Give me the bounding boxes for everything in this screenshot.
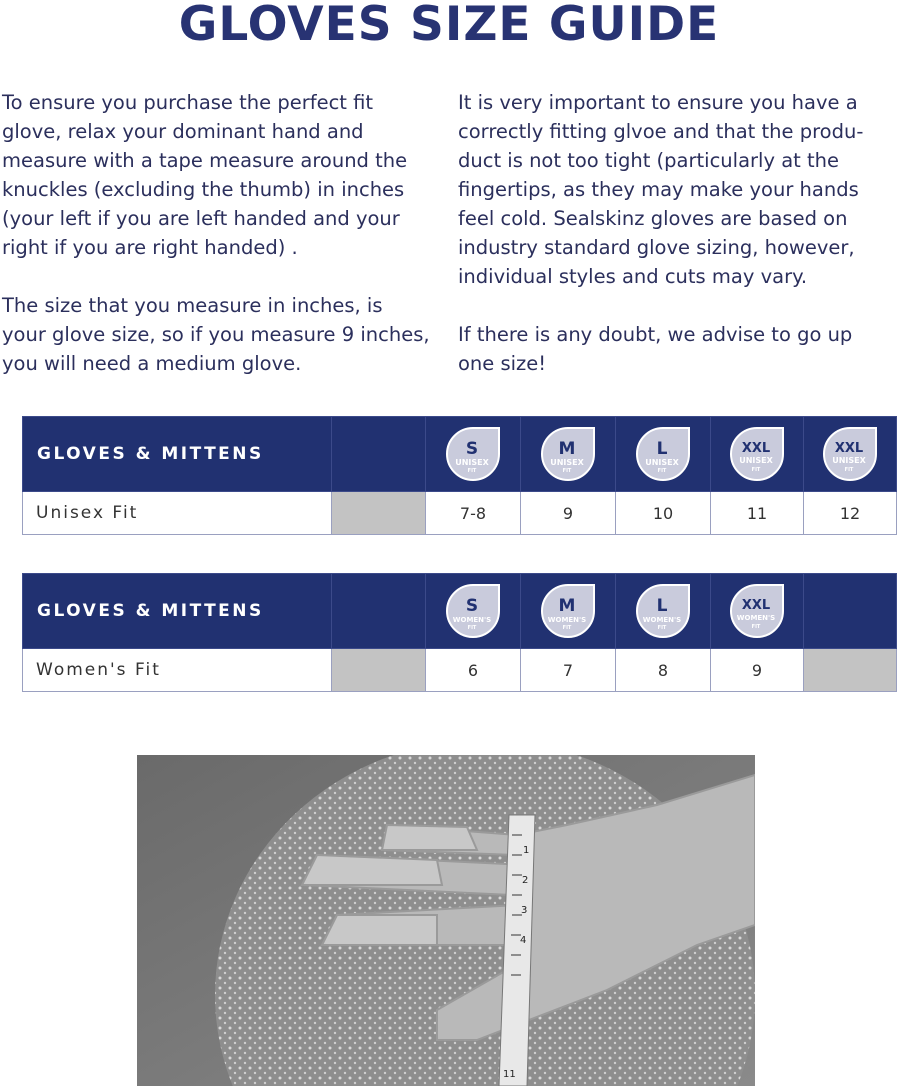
table-row xyxy=(23,492,897,535)
size-value-cell: 8 xyxy=(616,649,711,692)
intro-right-paragraph-2: If there is any doubt, we advise to go up one size! xyxy=(458,323,853,375)
size-badge-l-womens xyxy=(635,583,691,639)
size-badge-cell xyxy=(426,574,521,649)
table-header-row xyxy=(23,417,897,492)
badge-fit-text: WOMEN'S xyxy=(736,614,776,622)
tape-mark: 3 xyxy=(521,905,528,916)
badge-fit-text: UNISEX xyxy=(832,456,866,465)
blank-cell xyxy=(332,492,426,535)
page-title: GLOVES SIZE GUIDE xyxy=(178,0,720,52)
intro-right-paragraph-1: It is very important to ensure you have a correctly fitting glvoe and that the produ- duct is not too tight (particularly at the fingertips, as they may make your hands feel cold. Sealskinz gloves are based on industry standard glove sizing, however, individual styles and cuts may vary. xyxy=(458,91,864,288)
badge-fit-subtext: FIT xyxy=(562,468,572,474)
size-badge-cell xyxy=(521,417,616,492)
tape-mark: 4 xyxy=(520,935,527,946)
badge-size-text: XXL xyxy=(834,441,864,456)
badge-size-text: S xyxy=(465,439,479,459)
badge-size-text: S xyxy=(465,596,479,616)
badge-fit-subtext: FIT xyxy=(751,467,761,473)
womens-size-table xyxy=(22,573,897,692)
size-value-cell: 11 xyxy=(711,492,804,535)
size-badge-s-womens xyxy=(445,583,501,639)
hand-measurement-illustration xyxy=(137,755,755,1086)
size-badge-cell xyxy=(804,417,897,492)
intro-left-column xyxy=(2,88,432,407)
tape-mark: 2 xyxy=(522,875,529,886)
badge-fit-text: WOMEN'S xyxy=(547,616,587,624)
badge-fit-subtext: FIT xyxy=(562,625,572,631)
category-label: GLOVES & MITTENS xyxy=(23,574,332,649)
badge-fit-subtext: FIT xyxy=(657,468,667,474)
badge-fit-text: WOMEN'S xyxy=(642,616,682,624)
badge-fit-subtext: FIT xyxy=(751,624,761,630)
badge-fit-text: WOMEN'S xyxy=(452,616,492,624)
size-badge-cell xyxy=(711,417,804,492)
size-badge-cell xyxy=(521,574,616,649)
fit-label: Unisex Fit xyxy=(23,492,332,535)
size-badge-m-unisex xyxy=(540,426,596,482)
size-value-cell: 7-8 xyxy=(426,492,521,535)
table-row xyxy=(23,649,897,692)
header-spacer-cell xyxy=(804,574,897,649)
badge-size-text: M xyxy=(558,596,576,616)
intro-right-column xyxy=(458,88,890,407)
size-badge-s-unisex xyxy=(445,426,501,482)
badge-size-text: XXL xyxy=(741,441,771,456)
size-value-cell: 9 xyxy=(711,649,804,692)
table-header-row xyxy=(23,574,897,649)
unisex-size-table xyxy=(22,416,897,535)
badge-fit-text: UNISEX xyxy=(550,458,584,467)
size-value-cell: 6 xyxy=(426,649,521,692)
badge-fit-subtext: FIT xyxy=(657,625,667,631)
badge-size-text: XXL xyxy=(741,598,771,613)
badge-fit-text: UNISEX xyxy=(455,458,489,467)
size-badge-cell xyxy=(616,574,711,649)
badge-fit-text: UNISEX xyxy=(645,458,679,467)
size-value-cell: 9 xyxy=(521,492,616,535)
size-badge-xxl-womens xyxy=(729,583,785,639)
badge-fit-text: UNISEX xyxy=(739,456,773,465)
intro-left-paragraph-2: The size that you measure in inches, is your glove size, so if you measure 9 inches, you will need a medium glove. xyxy=(2,294,430,375)
badge-size-text: L xyxy=(656,439,668,459)
size-badge-l-unisex xyxy=(635,426,691,482)
size-badge-cell xyxy=(711,574,804,649)
size-badge-cell xyxy=(616,417,711,492)
badge-size-text: L xyxy=(656,596,668,616)
category-label: GLOVES & MITTENS xyxy=(23,417,332,492)
badge-fit-subtext: FIT xyxy=(467,625,477,631)
size-badge-cell xyxy=(426,417,521,492)
tape-mark: 1 xyxy=(523,845,530,856)
badge-size-text: M xyxy=(558,439,576,459)
badge-fit-subtext: FIT xyxy=(467,468,477,474)
size-badge-xxl-unisex-2 xyxy=(822,426,878,482)
size-value-cell: 7 xyxy=(521,649,616,692)
intro-left-paragraph-1: To ensure you purchase the perfect fit glove, relax your dominant hand and measure with a tape measure around the knuckles (excluding the thumb) in inches (your left if you are left handed and your right if you are right handed) . xyxy=(2,91,408,259)
size-value-cell: 12 xyxy=(804,492,897,535)
size-badge-m-womens xyxy=(540,583,596,639)
header-spacer-cell xyxy=(332,574,426,649)
badge-fit-subtext: FIT xyxy=(844,467,854,473)
header-spacer-cell xyxy=(332,417,426,492)
size-badge-xxl-unisex xyxy=(729,426,785,482)
size-value-cell: 10 xyxy=(616,492,711,535)
tape-mark: 11 xyxy=(503,1069,516,1080)
hand-measurement-photo xyxy=(137,755,755,1086)
blank-cell xyxy=(332,649,426,692)
fit-label: Women's Fit xyxy=(23,649,332,692)
blank-cell xyxy=(804,649,897,692)
